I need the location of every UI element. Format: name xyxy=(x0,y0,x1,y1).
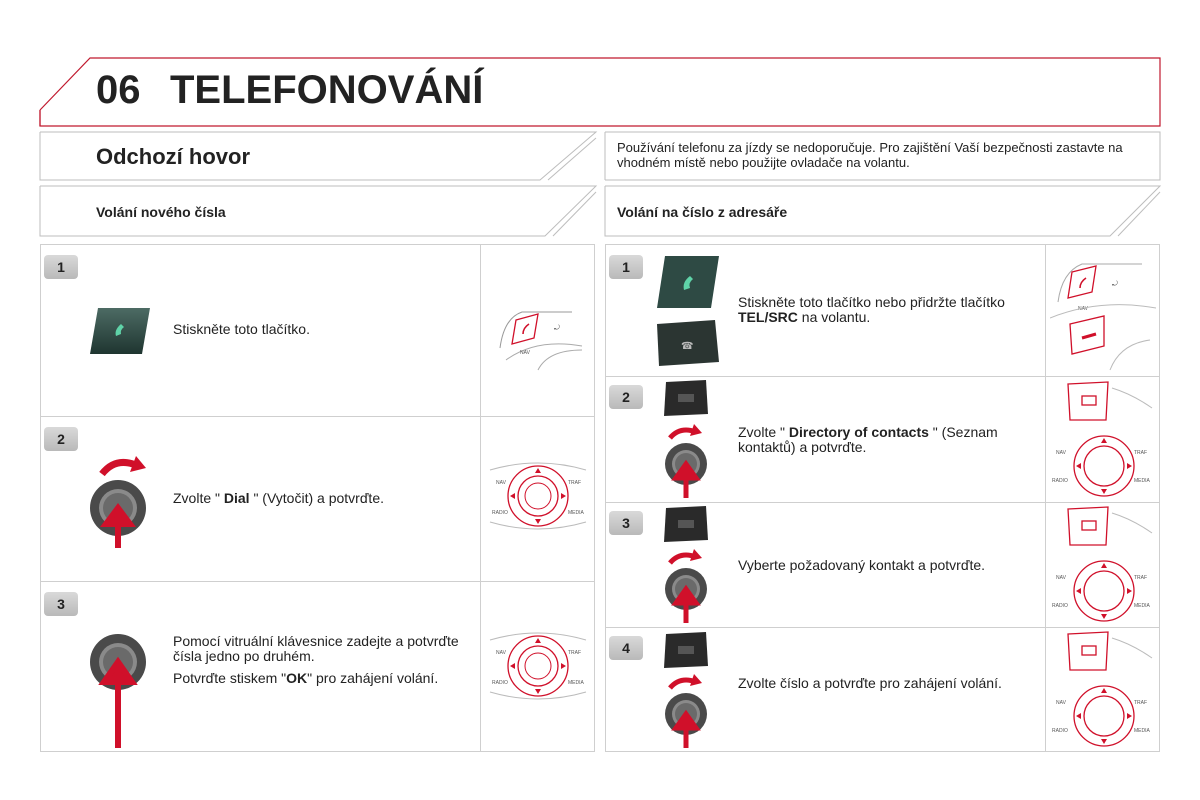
right-column-title: Volání na číslo z adresáře xyxy=(617,204,788,220)
media-label: MEDIA xyxy=(1134,728,1150,734)
left-divider xyxy=(480,244,481,752)
menu-button-icon xyxy=(662,378,710,418)
step-text: Stiskněte toto tlačítko nebo přidržte tlačítko TEL/SRC na volantu. xyxy=(738,294,1005,325)
rotary-knob-icon xyxy=(660,420,716,500)
chapter-number: 06 xyxy=(96,68,141,112)
media-label: MEDIA xyxy=(1134,478,1150,484)
traf-label: TRAF xyxy=(1134,450,1148,456)
control-panel-diagram xyxy=(488,458,588,534)
right-row-divider xyxy=(605,627,1160,628)
radio-label: RADIO xyxy=(492,510,508,516)
step-number-badge: 3 xyxy=(609,511,643,535)
radio-label: RADIO xyxy=(1052,478,1068,484)
right-divider xyxy=(1045,244,1046,752)
step-number-badge: 3 xyxy=(44,592,78,616)
nav-label: NAV xyxy=(1056,575,1066,581)
svg-text:NAV: NAV xyxy=(520,350,530,356)
steering-wheel-and-knob-diagram xyxy=(1048,380,1156,500)
radio-label: RADIO xyxy=(1052,728,1068,734)
left-column-title: Volání nového čísla xyxy=(96,204,226,220)
steering-wheel-and-knob-diagram xyxy=(1048,505,1156,625)
left-row-divider xyxy=(40,416,595,417)
rotary-knob-icon xyxy=(660,670,716,750)
step-number-badge: 1 xyxy=(609,255,643,279)
step-number-badge: 1 xyxy=(44,255,78,279)
traf-label: TRAF xyxy=(568,480,582,486)
control-panel-diagram xyxy=(488,628,588,704)
traf-label: TRAF xyxy=(1134,575,1148,581)
steering-wheel-tel-button-icon xyxy=(655,318,721,368)
chapter-title: TELEFONOVÁNÍ xyxy=(170,68,484,112)
step-number-badge: 2 xyxy=(44,427,78,451)
rotary-knob-icon xyxy=(86,626,162,750)
step-text: Potvrďte stiskem "OK" pro zahájení volání. xyxy=(173,670,439,686)
left-row-divider xyxy=(40,581,595,582)
right-row-divider xyxy=(605,502,1160,503)
right-row-divider xyxy=(605,376,1160,377)
nav-label: NAV xyxy=(496,650,506,656)
step-number-badge: 4 xyxy=(609,636,643,660)
menu-button-icon xyxy=(662,504,710,544)
dashboard-phone-button-diagram xyxy=(496,300,586,372)
traf-label: TRAF xyxy=(568,650,582,656)
menu-button-icon xyxy=(662,630,710,670)
media-label: MEDIA xyxy=(1134,603,1150,609)
rotary-knob-icon xyxy=(86,450,162,550)
phone-call-button-icon xyxy=(88,306,152,356)
nav-label: NAV xyxy=(496,480,506,486)
radio-label: RADIO xyxy=(1052,603,1068,609)
phone-call-button-icon xyxy=(655,254,721,310)
radio-label: RADIO xyxy=(492,680,508,686)
step-text: Pomocí vitruální klávesnice zadejte a potvrďte čísla jedno po druhém. xyxy=(173,633,459,664)
step-text: Stiskněte toto tlačítko. xyxy=(173,321,310,337)
section-title: Odchozí hovor xyxy=(96,144,250,169)
nav-label: NAV xyxy=(1056,450,1066,456)
step-text: Zvolte " Dial " (Vytočit) a potvrďte. xyxy=(173,490,384,506)
rotary-knob-icon xyxy=(660,545,716,625)
traf-label: TRAF xyxy=(1134,700,1148,706)
step-text: Zvolte číslo a potvrďte pro zahájení volání. xyxy=(738,675,1002,691)
svg-text:☎: ☎ xyxy=(681,341,694,352)
step-text: Zvolte " Directory of contacts " (Seznam kontaktů) a potvrďte. xyxy=(738,424,998,455)
svg-text:⤾: ⤾ xyxy=(1112,281,1118,288)
svg-text:⤾: ⤾ xyxy=(554,325,560,332)
safety-warning: Používání telefonu za jízdy se nedoporučuje. Pro zajištění Vaší bezpečnosti zastavte na vhodném místě nebo použijte ovladače na volantu. xyxy=(617,140,1123,170)
media-label: MEDIA xyxy=(568,510,584,516)
step-number-badge: 2 xyxy=(609,385,643,409)
step-text: Vyberte požadovaný kontakt a potvrďte. xyxy=(738,557,986,573)
media-label: MEDIA xyxy=(568,680,584,686)
nav-label: NAV xyxy=(1056,700,1066,706)
steering-wheel-and-knob-diagram xyxy=(1048,630,1156,750)
svg-text:NAV: NAV xyxy=(1078,306,1088,312)
dashboard-and-steering-wheel-diagram xyxy=(1050,254,1156,372)
